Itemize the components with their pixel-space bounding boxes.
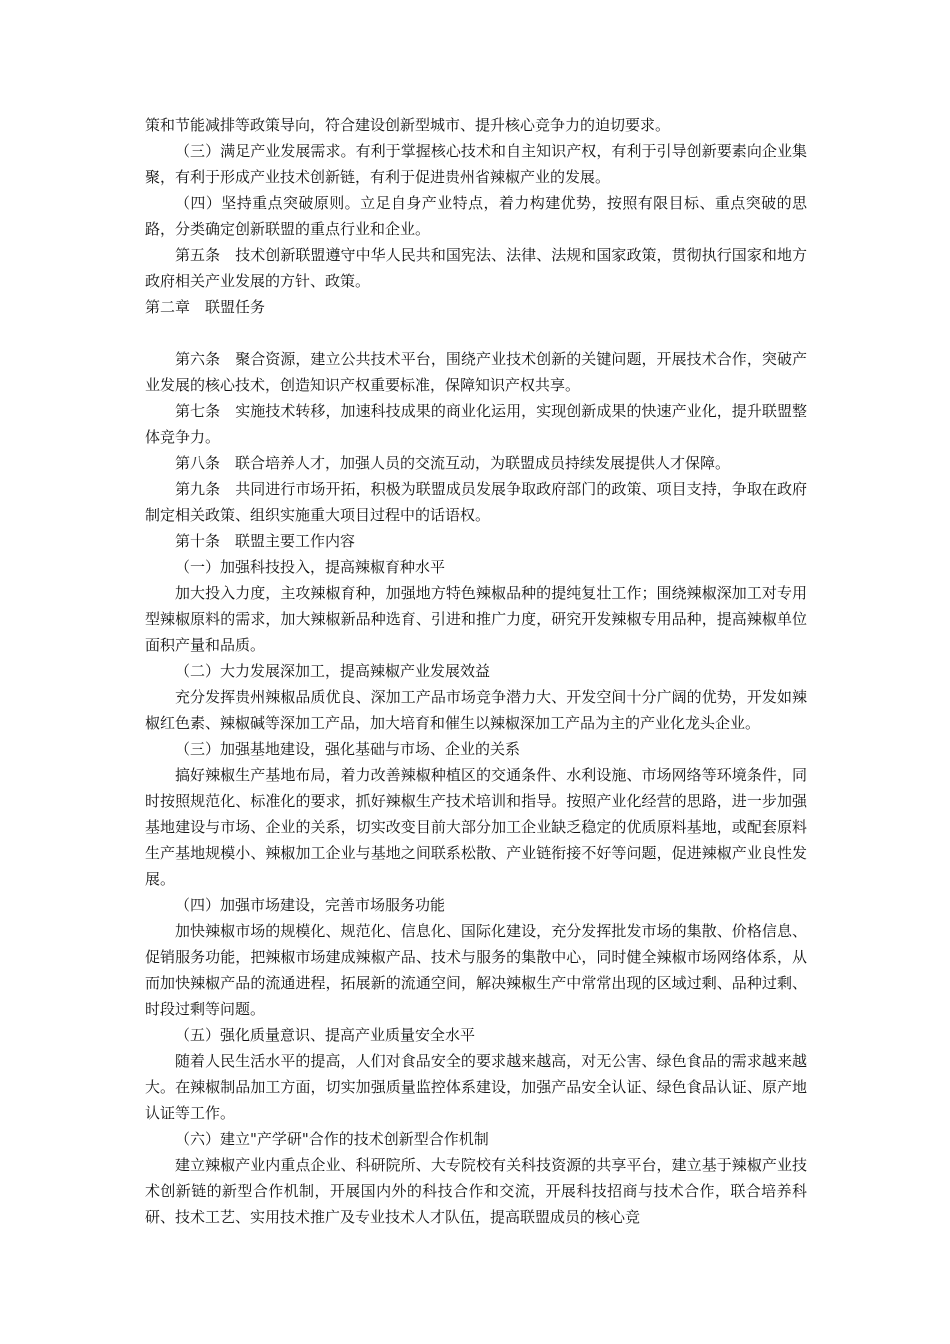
subheading-6-cooperation: （六）建立"产学研"合作的技术创新型合作机制: [175, 1130, 489, 1148]
paragraph-article-9: 第九条 共同进行市场开拓，积极为联盟成员发展争取政府部门的政策、项目支持，争取在政府制定相关政策、组织实施重大项目过程中的话语权。: [145, 480, 807, 524]
paragraph-item-4-key-breakthrough: （四）坚持重点突破原则。立足自身产业特点，着力构建优势，按照有限目标、重点突破的思路，分类确定创新联盟的重点行业和企业。: [145, 194, 807, 238]
subheading-5-quality: （五）强化质量意识、提高产业质量安全水平: [175, 1026, 476, 1044]
document-page: [145, 112, 807, 1230]
paragraph-article-10-title: 第十条 联盟主要工作内容: [175, 532, 356, 550]
paragraph-quality-body: 随着人民生活水平的提高，人们对食品安全的要求越来越高，对无公害、绿色食品的需求越来越大。在辣椒制品加工方面，切实加强质量监控体系建设，加强产品安全认证、绿色食品认证、原产地认证等工作。: [145, 1052, 807, 1122]
paragraph-article-5: 第五条 技术创新联盟遵守中华人民共和国宪法、法律、法规和国家政策，贯彻执行国家和地方政府相关产业发展的方针、政策。: [145, 246, 807, 290]
paragraph-breeding-body: 加大投入力度，主攻辣椒育种，加强地方特色辣椒品种的提纯复壮工作；围绕辣椒深加工对专用型辣椒原料的需求，加大辣椒新品种选育、引进和推广力度，研究开发辣椒专用品种，提高辣椒单位面积产量和品质。: [145, 584, 807, 654]
subheading-2-deep-processing: （二）大力发展深加工，提高辣椒产业发展效益: [175, 662, 491, 680]
blank-line: [145, 320, 807, 346]
subheading-1-breeding: （一）加强科技投入，提高辣椒育种水平: [175, 558, 446, 576]
paragraph-deep-processing-body: 充分发挥贵州辣椒品质优良、深加工产品市场竞争潜力大、开发空间十分广阔的优势，开发如辣椒红色素、辣椒碱等深加工产品，加大培育和催生以辣椒深加工产品为主的产业化龙头企业。: [145, 688, 807, 732]
paragraph-article-7: 第七条 实施技术转移，加速科技成果的商业化运用，实现创新成果的快速产业化，提升联盟整体竞争力。: [145, 402, 807, 446]
subheading-3-base-construction: （三）加强基地建设，强化基础与市场、企业的关系: [175, 740, 521, 758]
paragraph-cooperation-body: 建立辣椒产业内重点企业、科研院所、大专院校有关科技资源的共享平台，建立基于辣椒产业技术创新链的新型合作机制，开展国内外的科技合作和交流，开展科技招商与技术合作，联合培养科研、技术工艺、实用技术推广及专业技术人才队伍，提高联盟成员的核心竞: [145, 1156, 807, 1226]
paragraph-base-construction-body: 搞好辣椒生产基地布局，着力改善辣椒种植区的交通条件、水利设施、市场网络等环境条件，同时按照规范化、标准化的要求，抓好辣椒生产技术培训和指导。按照产业化经营的思路，进一步加强基地建设与市场、企业的关系，切实改变目前大部分加工企业缺乏稳定的优质原料基地，或配套原料生产基地规模小、辣椒加工企业与基地之间联系松散、产业链衔接不好等问题，促进辣椒产业良性发展。: [145, 766, 807, 888]
paragraph-policy-continuation: 策和节能减排等政策导向，符合建设创新型城市、提升核心竞争力的迫切要求。: [145, 116, 671, 134]
paragraph-article-8: 第八条 联合培养人才，加强人员的交流互动，为联盟成员持续发展提供人才保障。: [175, 454, 731, 472]
paragraph-item-3-industry-needs: （三）满足产业发展需求。有利于掌握核心技术和自主知识产权，有利于引导创新要素向企业集聚，有利于形成产业技术创新链，有利于促进贵州省辣椒产业的发展。: [145, 142, 807, 186]
subheading-4-market-construction: （四）加强市场建设，完善市场服务功能: [175, 896, 446, 914]
paragraph-market-construction-body: 加快辣椒市场的规模化、规范化、信息化、国际化建设，充分发挥批发市场的集散、价格信息、促销服务功能，把辣椒市场建成辣椒产品、技术与服务的集散中心，同时健全辣椒市场网络体系，从而加快辣椒产品的流通进程，拓展新的流通空间，解决辣椒生产中常常出现的区域过剩、品种过剩、时段过剩等问题。: [145, 922, 807, 1018]
paragraph-article-6: 第六条 聚合资源，建立公共技术平台，围绕产业技术创新的关键问题，开展技术合作，突破产业发展的核心技术，创造知识产权重要标准，保障知识产权共享。: [145, 350, 807, 394]
chapter-2-heading: 第二章 联盟任务: [145, 298, 266, 316]
